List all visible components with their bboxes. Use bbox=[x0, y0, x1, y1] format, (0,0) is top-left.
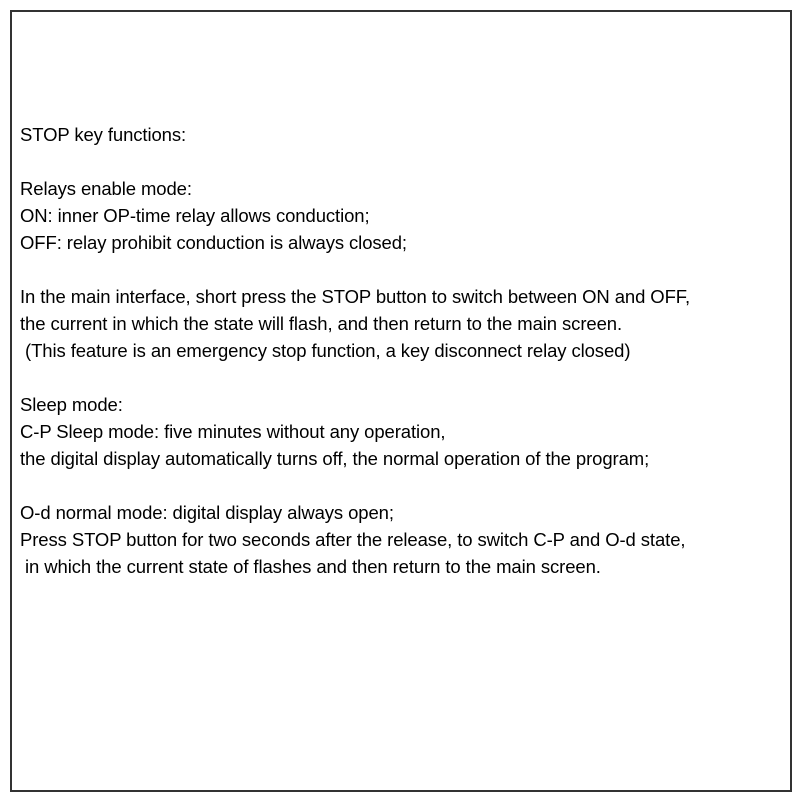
blank-line bbox=[20, 256, 790, 283]
blank-line bbox=[20, 472, 790, 499]
blank-line bbox=[20, 364, 790, 391]
relays-off: OFF: relay prohibit conduction is always closed; bbox=[20, 232, 407, 253]
main-interface-line-2: the current in which the state will flash, and then return to the main screen. bbox=[20, 313, 622, 334]
main-interface-line-1: In the main interface, short press the STOP button to switch between ON and OFF, bbox=[20, 286, 690, 307]
instructions-text bbox=[20, 121, 790, 580]
sleep-od-line: O-d normal mode: digital display always open; bbox=[20, 502, 394, 523]
press-stop-line-1: Press STOP button for two seconds after the release, to switch C-P and O-d state, bbox=[20, 529, 686, 550]
press-stop-line-2: in which the current state of flashes and then return to the main screen. bbox=[20, 556, 601, 577]
sleep-title: Sleep mode: bbox=[20, 394, 123, 415]
heading: STOP key functions: bbox=[20, 124, 187, 145]
blank-line bbox=[20, 148, 790, 175]
main-interface-line-3: (This feature is an emergency stop function, a key disconnect relay closed) bbox=[20, 340, 631, 361]
sleep-cp-line-1: C-P Sleep mode: five minutes without any operation, bbox=[20, 421, 446, 442]
relays-title: Relays enable mode: bbox=[20, 178, 192, 199]
relays-on: ON: inner OP-time relay allows conduction; bbox=[20, 205, 370, 226]
sleep-cp-line-2: the digital display automatically turns off, the normal operation of the program; bbox=[20, 448, 650, 469]
